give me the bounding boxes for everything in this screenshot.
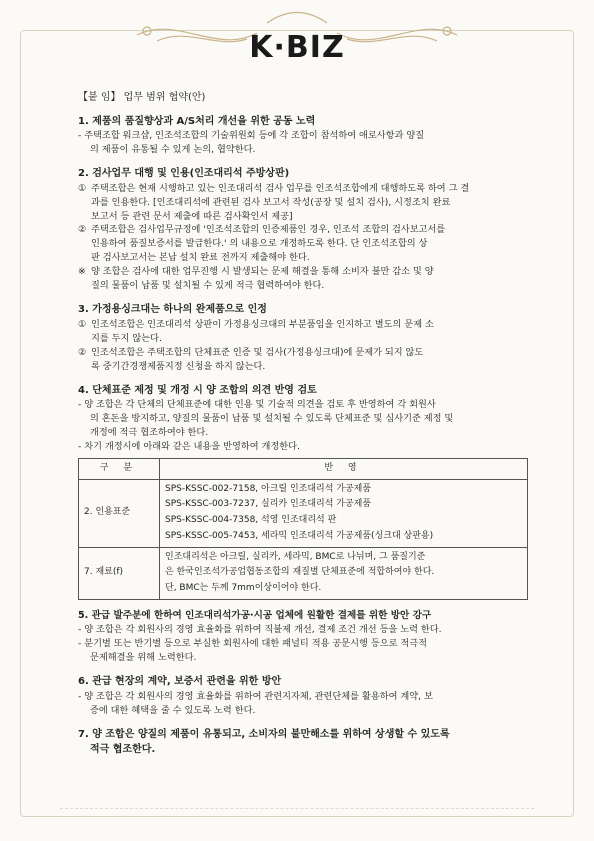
section-4-heading: 4. 단체표준 제정 및 개정 시 양 조합의 의견 반영 검토 <box>78 384 317 396</box>
section-7 <box>78 727 528 757</box>
section-4 <box>78 383 528 600</box>
material-text-line: 인조대리석은 아크릴, 실리카, 세라믹, BMC로 나뉘며, 그 품질기준 <box>165 551 426 562</box>
section-5-line: 문제해결을 위해 노력한다. <box>90 652 197 664</box>
item-marker: ② <box>78 346 87 358</box>
item-marker: ① <box>78 182 87 194</box>
section-2-item-1 <box>78 182 528 224</box>
kbiz-logo: K·BIZ <box>249 30 345 65</box>
section-3 <box>78 302 528 373</box>
section-7-heading-cont: 적극 협조한다. <box>90 743 156 755</box>
section-6 <box>78 674 528 717</box>
item-marker: ② <box>78 224 87 236</box>
section-7-heading: 7. 양 조합은 양질의 제품이 유통되고, 소비자의 불만해소를 위하여 상생할 수 있도록 <box>78 728 450 740</box>
material-text-line: 단, BMC는 두께 7mm이상이어야 한다. <box>165 583 322 594</box>
section-4-line: 개정에 적극 협조하여야 한다. <box>90 426 209 438</box>
item-line: 인조석조합은 인조대리석 상판이 가정용싱크대의 부분품임을 인지하고 별도의 문제 소 <box>91 318 434 330</box>
material-text-line: 은 한국인조석가공업협동조합의 재질별 단체표준에 적합하여야 한다. <box>165 567 435 578</box>
item-line: 주택조합은 검사업무규정에 '인조석조합의 인증제품인 경우, 인조석 조합의 검사보고서를 <box>91 224 446 236</box>
item-line: 인조석조합은 주택조합의 단체표준 인증 및 검사(가정용싱크대)에 문제가 되지 않도 <box>91 346 424 358</box>
standard-item: SPS-KSSC-003-7237, 실리카 인조대리석 가공제품 <box>165 499 372 510</box>
section-5 <box>78 609 528 666</box>
section-4-line: 의 혼돈을 방지하고, 양질의 물품이 납품 및 설치될 수 있도록 단체표준 및 심사기준 제정 및 <box>90 412 454 424</box>
attachment-title: 【붙 임】 업무 범위 협약(안) <box>78 92 206 103</box>
table-row <box>79 547 528 599</box>
item-line: 보고서 등 관련 문서 제출에 따른 검사확인서 제공] <box>91 210 293 222</box>
table-header-category: 구 분 <box>79 458 160 479</box>
table-cell-reflect <box>160 479 528 547</box>
section-2-item-2 <box>78 223 528 265</box>
section-6-line: 증에 대한 혜택을 줄 수 있도록 노력 한다. <box>90 704 256 716</box>
section-5-heading: 5. 관급 발주분에 한하여 인조대리석가공·시공 업체에 원활한 결제를 위한 방안 강구 <box>78 609 432 621</box>
section-2 <box>78 166 528 293</box>
section-5-line: - 분기별 또는 반기별 등으로 부실한 회원사에 대한 패널티 적용 공문시행 등으로 적극적 <box>78 638 427 650</box>
section-4-line: - 양 조합은 각 단체의 단체표준에 대한 인용 및 기술적 의견을 검토 후 반영하여 각 회원사 <box>78 398 436 410</box>
section-4-line: - 차기 개정시에 아래와 같은 내용을 반영하여 개정한다. <box>78 440 300 452</box>
item-line: 과를 인용한다. [인조대리석에 관련된 검사 보고서 작성(공장 및 설치 검사), 시정조치 완료 <box>91 196 451 208</box>
standard-item: SPS-KSSC-002-7158, 아크릴 인조대리석 가공제품 <box>165 483 372 494</box>
section-3-item-1 <box>78 318 528 346</box>
section-3-heading: 3. 가정용싱크대는 하나의 완제품으로 인정 <box>78 304 267 316</box>
item-line: 판 검사보고서는 본납 설치 완료 전까지 제출해야 한다. <box>91 252 310 264</box>
table-cell-category: 7. 재료(f) <box>79 547 160 599</box>
document-body <box>78 90 528 757</box>
table-header-reflect: 반 영 <box>160 458 528 479</box>
note-line: 질의 물품이 납품 및 설치될 수 있게 적극 협력하여야 한다. <box>91 280 325 292</box>
reference-table <box>78 458 528 600</box>
item-line: 인용하여 품질보증서를 발급한다.' 의 내용으로 개정하도록 한다. 단 인조석조합의 상 <box>91 238 428 250</box>
table-header-row <box>79 458 528 479</box>
section-2-heading: 2. 검사업무 대행 및 인용(인조대리석 주방상판) <box>78 168 290 180</box>
footer-ornament <box>60 788 534 809</box>
item-marker: ① <box>78 318 87 330</box>
note-marker: ※ <box>78 266 86 278</box>
section-1 <box>78 114 528 157</box>
section-6-heading: 6. 관급 현장의 계약, 보증서 관련을 위한 방안 <box>78 676 282 688</box>
section-2-note <box>78 265 528 293</box>
section-1-line: - 주택조합 워크샵, 인조석조합의 기술위원회 등에 각 조합이 참석하여 애로사항과 양질 <box>78 130 425 142</box>
item-line: 주택조합은 현재 시행하고 있는 인조대리석 검사 업무를 인조석조합에게 대행하도록 하여 그 결 <box>91 182 470 194</box>
standard-item: SPS-KSSC-004-7358, 석영 인조대리석 판 <box>165 515 337 526</box>
section-3-item-2 <box>78 346 528 374</box>
table-cell-reflect <box>160 547 528 599</box>
section-6-line: - 양 조합은 각 회원사의 경영 효율화를 위하여 관련지자체, 관련단체를 활용하여 계약, 보 <box>78 690 433 702</box>
item-line: 록 중기간경쟁제품지정 신청을 하지 않는다. <box>91 360 266 372</box>
table-cell-category: 2. 인용표준 <box>79 479 160 547</box>
section-1-line: 의 제품이 유통될 수 있게 논의, 협약한다. <box>90 144 256 156</box>
section-1-heading: 1. 제품의 품질향상과 A/S처리 개선을 위한 공동 노력 <box>78 116 316 128</box>
section-5-line: - 양 조합은 각 회원사의 경영 효율화를 위하여 직불제 개선, 결제 조건 개선 등을 노력 한다. <box>78 624 442 636</box>
table-row <box>79 479 528 547</box>
item-line: 지를 두지 않는다. <box>91 332 162 344</box>
standard-item: SPS-KSSC-005-7453, 세라믹 인조대리석 가공제품(싱크대 상판용) <box>165 530 434 541</box>
note-line: 양 조합은 검사에 대한 업무진행 시 발생되는 문제 해결을 통해 소비자 불만 감소 및 양 <box>91 266 434 278</box>
